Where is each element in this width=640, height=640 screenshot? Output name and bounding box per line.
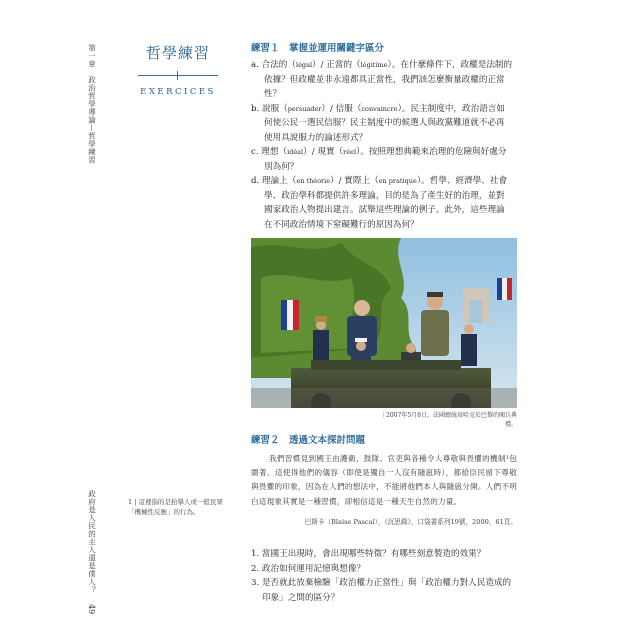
side-title-en: EXERCICES	[140, 87, 216, 97]
exercise-2	[251, 432, 517, 526]
list-item: 3. 是否就此放棄檢驗「政治權力正當性」與「政治權力對人民造成的印象」之間的區分？	[251, 578, 512, 603]
list-item: c. 理想（idéal）/ 現實（réel）。按照理想典範來治理的危險與好處分別為何？	[251, 147, 507, 172]
page-number: 49	[87, 604, 96, 615]
footnote: 1 | 這裡指的是抬擧人或一般民眾「機械性反應」的行為。	[128, 498, 223, 516]
side-title	[138, 42, 218, 97]
quote-source: 巴斯卡（Blaise Pascal），《沉思錄》，口袋書系列19號，2000，61頁。	[304, 517, 517, 526]
running-head-section: 政府是人民的主人還是僕人？	[87, 490, 97, 594]
title-divider	[138, 71, 218, 81]
exercise-1-list	[251, 58, 513, 232]
quote-text: 我們習慣見到國王由護衛、鼓隊、官吏與各種令人尊敬與畏懼的機制¹包圍著。這使得他們的儀容（即使是獨自一人沒有隨扈時），都給臣民留下尊敬與畏懼的印象，因為在人們的想法中，不能將他們本人與隨扈分開。人們不明白這現象其實是一種習慣，卻相信這是一種天生自然的力量。	[251, 454, 517, 506]
list-item: d. 理論上（en théorie）/ 實際上（en pratique）。哲學、經濟學、社會學、政治學科都提供許多理論，目的是為了產生好的治理，並對國家政治人物提出建言。試舉這些理論的例子。此外，這些理論在不同政治情境下窒礙難行的原因為何？	[251, 176, 508, 230]
parade-photo-illustration	[251, 238, 517, 408]
list-item: 2. 政治如何運用記憶與想像？	[251, 563, 366, 574]
photo-caption: ｜2007年5月8日，法國總統席哈克於巴黎的閱兵典禮。	[380, 412, 517, 428]
list-item: 1. 當國王出現時，會出現哪些特徵？有哪些刻意製造的效果？	[251, 549, 486, 559]
list-item: b. 說服（persuader）/ 信服（convaincre）。民主制度中，政治語言如何使公民一選民信服？民主制度中的候選人與政黨難道就不必再使用具說服力的論述形式？	[251, 103, 505, 143]
exercise-1	[251, 40, 513, 232]
parade-photo	[251, 238, 517, 408]
running-head-chapter: 第一章 政治哲學導論—哲學練習	[87, 44, 97, 164]
exercise-2-title: 練習２ 透過文本探討問題	[251, 435, 366, 446]
discussion-questions	[251, 547, 517, 605]
exercise-1-title: 練習１ 掌握並運用關鍵字區分	[251, 43, 385, 54]
side-title-zh: 哲學練習	[145, 44, 210, 62]
list-item: a. 合法的（légal）/ 正當的（légitime）。在什麼條件下，政權是法制的依據？但政權並非永遠都具正當性，我們該怎麼衡量政權的正當性？	[251, 60, 513, 99]
